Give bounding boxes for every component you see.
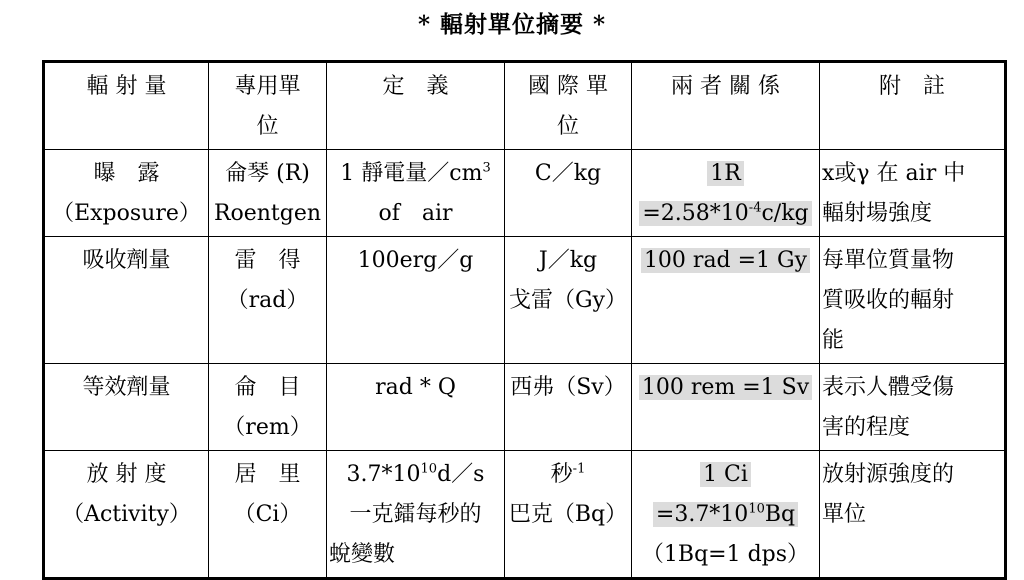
cell-quantity: 曝 露 （Exposure） — [44, 150, 209, 237]
cell-special-unit: 侖琴 (R) Roentgen — [209, 150, 327, 237]
cell-note: 表示人體受傷 害的程度 — [820, 364, 1006, 451]
cell-quantity: 放 射 度 （Activity） — [44, 451, 209, 579]
cell-note: x或γ 在 air 中 輻射場強度 — [820, 150, 1006, 237]
header-definition: 定 義 — [327, 62, 505, 150]
table-header-row — [44, 62, 1006, 150]
cell-si-unit: 秒$^{-1}$ 巴克（Bq） — [505, 451, 632, 579]
cell-special-unit: 居 里 （Ci） — [209, 451, 327, 579]
cell-si-unit: C／kg — [505, 150, 632, 237]
cell-definition: 100erg／g — [327, 237, 505, 364]
cell-special-unit: 雷 得 （rad） — [209, 237, 327, 364]
cell-special-unit: 侖 目 （rem） — [209, 364, 327, 451]
cell-quantity: 吸收劑量 — [44, 237, 209, 364]
cell-quantity: 等效劑量 — [44, 364, 209, 451]
header-relation: 兩 者 關 係 — [632, 62, 820, 150]
cell-note: 放射源強度的 單位 — [820, 451, 1006, 579]
page-title: * 輻射單位摘要 * — [417, 11, 607, 38]
cell-si-unit: J／kg 戈雷（Gy） — [505, 237, 632, 364]
table-row-exposure — [44, 150, 1006, 237]
radiation-units-table — [42, 60, 1007, 580]
cell-relation: 1R $=2.58*10^{-4}c/kg$ — [632, 150, 820, 237]
header-special-unit: 專用單 位 — [209, 62, 327, 150]
cell-relation: 100 rad =1 Gy — [632, 237, 820, 364]
header-note: 附 註 — [820, 62, 1006, 150]
cell-definition: rad * Q — [327, 364, 505, 451]
cell-si-unit: 西弗（Sv） — [505, 364, 632, 451]
header-si-unit: 國 際 單 位 — [505, 62, 632, 150]
table-row-equivalent-dose — [44, 364, 1006, 451]
cell-definition: 1 靜電量$/cm^3$ of air — [327, 150, 505, 237]
cell-definition: $3.7*10^{10}d/s$ 一克鐳每秒的 蛻變數 — [327, 451, 505, 579]
table-row-activity — [44, 451, 1006, 579]
cell-note: 每單位質量物 質吸收的輻射 能 — [820, 237, 1006, 364]
cell-relation: 1 Ci $=3.7*10^{10}Bq$ （1Bq=1 dps） — [632, 451, 820, 579]
header-quantity: 輻 射 量 — [44, 62, 209, 150]
cell-relation: 100 rem =1 Sv — [632, 364, 820, 451]
table-row-absorbed-dose — [44, 237, 1006, 364]
